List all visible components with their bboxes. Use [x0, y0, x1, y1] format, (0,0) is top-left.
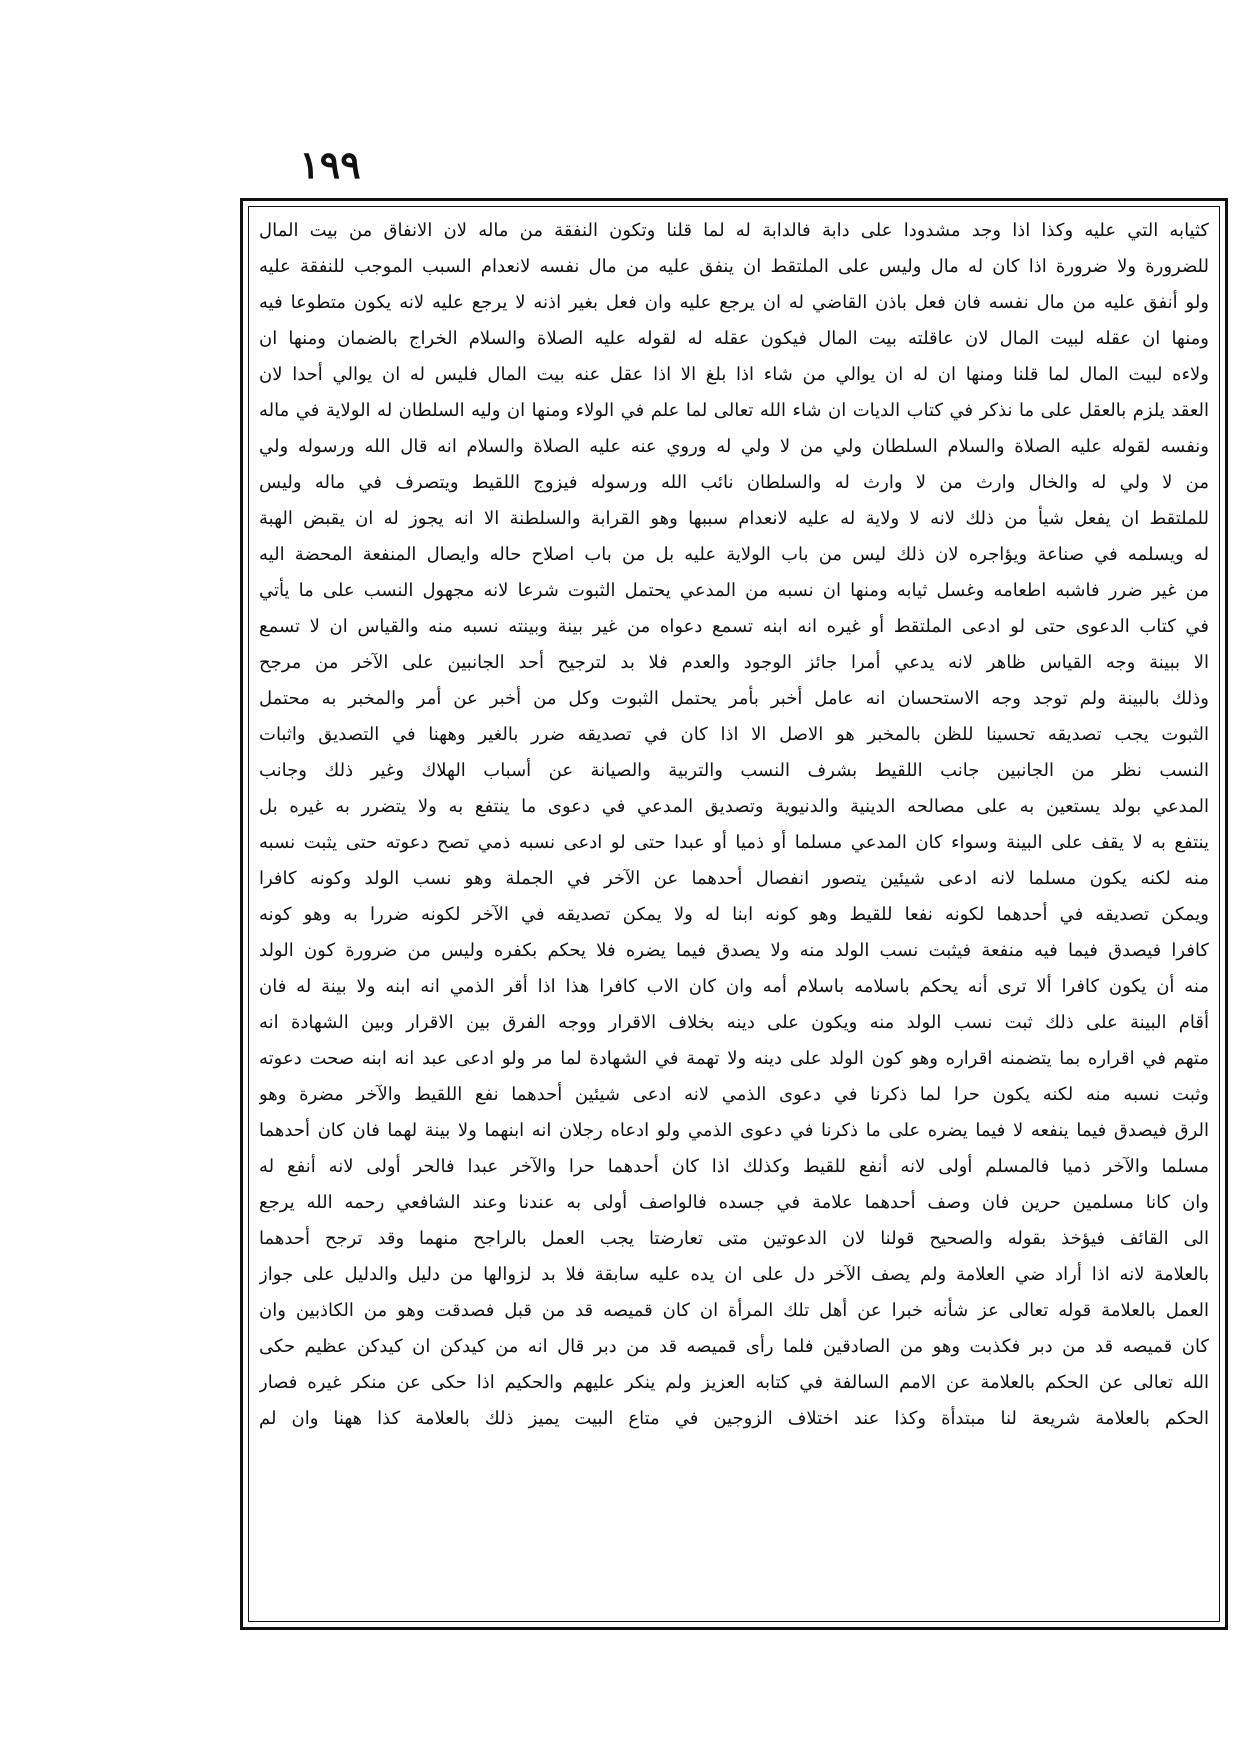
text-line: أقام البينة على ذلك ثبت نسب الولد منه ويكون على دينه بخلاف الاقرار ووجه الفرق بين الاقرار وبين الشهادة انه	[259, 1012, 1209, 1033]
text-line: وان كانا مسلمين حرين فان وصف أحدهما علامة في جسده فالواصف أولى به عندنا وعند الشافعي رحمه الله يرجع	[259, 1192, 1209, 1213]
text-line: كافرا فيصدق فيما فيه منفعة فيثبت نسب الولد منه ولا يصدق فيما يضره فلا يحكم بكفره وليس من ضرورة كون الولد	[259, 940, 1209, 961]
text-line: بالعلامة لانه اذا أراد ضي العلامة ولم يصف الآخر دل على ان يده عليه سابقة فلا بد لزوالها من دليل والدليل على جواز	[259, 1264, 1209, 1285]
text-line: الثبوت يجب تصديقه تحسينا للظن بالمخبر هو الاصل الا اذا كان في تصديقه ضرر بالغير وههنا في التصديق واثبات	[259, 724, 1209, 745]
text-line: وثبت نسبه منه لكنه يكون حرا لما ذكرنا في دعوى الذمي لانه ادعى شيئين أحدهما نفع اللقيط والآخر مضرة وهو	[259, 1084, 1209, 1105]
text-line: في كتاب الدعوى حتى لو ادعى الملتقط أو غيره انه ابنه تسمع دعواه من غير بينة وبينته نسبه منه والقياس ان لا تسمع	[259, 616, 1209, 637]
text-line: كان قميصه قد من دبر فكذبت وهو من الصادقين فلما رأى قميصه قد من دبر قال انه من كيدكن ان كيدكن عظيم حكى	[259, 1336, 1209, 1357]
text-line: العقد يلزم بالعقل على ما نذكر في كتاب الديات ان شاء الله تعالى لما علم في الولاء ومنها ان وليه السلطان له الولاية في ماله	[259, 400, 1209, 421]
text-line: متهم في اقراره بما يتضمنه اقراره وهو كون الولد على دينه ولا تهمة في الشهادة لما مر ولو ادعى عبد انه ابنه صحت دعوته	[259, 1048, 1209, 1069]
text-line: الى القائف فيؤخذ بقوله والصحيح قولنا لان الدعوتين متى تعارضتا يجب العمل بالراجح منهما وقد ترجح أحدهما	[259, 1228, 1209, 1249]
text-line: ولاءه لبيت المال لما قلنا ومنها ان له ان يوالي من شاء اذا بلغ الا اذا عقل عنه بيت المال فليس له ان يوالي أحدا لان	[259, 364, 1209, 385]
text-line: من غير ضرر فاشبه اطعامه وغسل ثيابه ومنها ان نسبه من المدعي يحتمل الثبوت شرعا لانه مجهول النسب على ما يأتي	[259, 580, 1209, 601]
text-line: ينتفع به لا يقف على البينة وسواء كان المدعي مسلما أو ذميا أو عبدا حتى لو ادعى نسبه ذمي تصح دعوته حتى يثبت نسبه	[259, 832, 1209, 853]
text-line: العمل بالعلامة قوله تعالى عز شأنه خبرا عن أهل تلك المرأة ان كان قميصه قد من قبل فصدقت وهو من الكاذبين وان	[259, 1300, 1209, 1321]
arabic-text-body	[259, 213, 1209, 1437]
text-line: مسلما والآخر ذميا فالمسلم أولى لانه أنفع للقيط وكذلك اذا كان أحدهما حرا والآخر عبدا فالحر أولى لانه أنفع له	[259, 1156, 1209, 1177]
text-line: النسب نظر من الجانبين جانب اللقيط بشرف النسب والتربية والصيانة عن أسباب الهلاك وغير ذلك وجانب	[259, 760, 1209, 781]
page-border-inner	[248, 206, 1220, 1622]
text-line: كثيابه التي عليه وكذا اذا وجد مشدودا على دابة فالدابة له لما قلنا وتكون النفقة من ماله لان الانفاق من بيت المال	[259, 220, 1209, 241]
text-line: ونفسه لقوله عليه الصلاة والسلام السلطان ولي من لا ولي له وروي عنه عليه الصلاة والسلام انه قال الله ورسوله ولي	[259, 436, 1209, 457]
text-line: منه أن يكون كافرا ألا ترى أنه يحكم باسلامه باسلام أمه وان كان الاب كافرا هذا اذا أقر الذمي انه ابنه ولا بينة له فان	[259, 976, 1209, 997]
text-line: المدعي بولد يستعين به على مصالحه الدينية والدنيوية وتصديق المدعي في دعوى ما ينتفع به ولا يتضرر به غيره بل	[259, 796, 1209, 817]
text-line: ومنها ان عقله لبيت المال لان عاقلته بيت المال فيكون عقله له لقوله عليه الصلاة والسلام الخراج بالضمان ومنها ان	[259, 328, 1209, 349]
text-line: الرق فيصدق فيما ينفعه لا فيما يضره على ما ذكرنا في دعوى الذمي ولو ادعاه رجلان انه ابنهما ولا بينة لهما فان كان أحدهما	[259, 1120, 1209, 1141]
text-line: ولو أنفق عليه من مال نفسه فان فعل باذن القاضي له ان يرجع عليه وان فعل بغير اذنه لا يرجع عليه لانه يكون متطوعا فيه	[259, 292, 1209, 313]
text-line: الله تعالى عن الحكم بالعلامة عن الامم السالفة في كتابه العزيز ولم ينكر عليهم والحكيم اذا حكى عن منكر غيره فصار	[259, 1372, 1209, 1393]
page-number: ١٩٩	[299, 142, 361, 187]
text-line: وذلك بالبينة ولم توجد وجه الاستحسان انه عامل أخبر بأمر يحتمل الثبوت وكل من أخبر عن أمر والمخبر به محتمل	[259, 688, 1209, 709]
text-line: ويمكن تصديقه في أحدهما لكونه نفعا للقيط وهو كونه ابنا له ولا يمكن تصديقه في الآخر لكونه ضررا به وهو كونه	[259, 904, 1209, 925]
text-line: من لا ولي له والخال وارث من لا وارث له والسلطان نائب الله ورسوله فيزوج اللقيط ويتصرف في ماله وليس	[259, 472, 1209, 493]
text-line: الا ببينة وجه القياس ظاهر لانه يدعي أمرا جائز الوجود والعدم فلا بد لترجيح أحد الجانبين على الآخر من مرجح	[259, 652, 1209, 673]
text-line: منه لكنه يكون مسلما لانه ادعى شيئين يتصور انفصال أحدهما عن الآخر في الجملة وهو نسب الولد وكونه كافرا	[259, 868, 1209, 889]
text-line: للضرورة ولا ضرورة اذا كان له مال وليس على الملتقط ان ينفق عليه من مال نفسه لانعدام السبب الموجب للنفقة عليه	[259, 256, 1209, 277]
text-line: الحكم بالعلامة شريعة لنا مبتدأة وكذا عند اختلاف الزوجين في متاع البيت يميز ذلك بالعلامة كذا ههنا وان لم	[259, 1408, 1209, 1429]
text-line: له ويسلمه في صناعة ويؤاجره لان ذلك ليس من باب الولاية عليه بل من باب اصلاح حاله وايصال المنفعة المحضة اليه	[259, 544, 1209, 565]
text-line: للملتقط ان يفعل شيأ من ذلك لانه لا ولاية له عليه لانعدام سببها وهو القرابة والسلطنة الا انه يجوز له ان يقبض الهبة	[259, 508, 1209, 529]
